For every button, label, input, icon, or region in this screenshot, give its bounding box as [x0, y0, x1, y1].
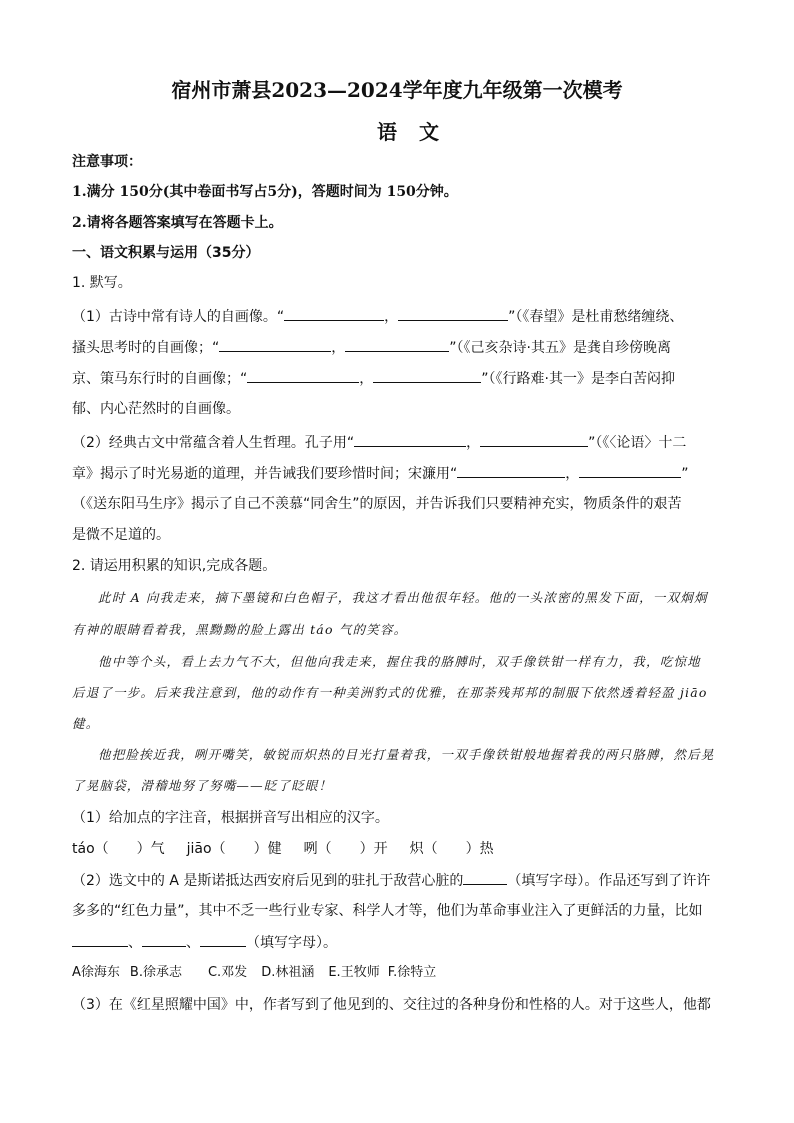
text-segment: ， — [466, 435, 481, 451]
pinyin-item: jiāo（ ）健 — [186, 841, 282, 857]
text-segment: ”（《春望》是杜甫愁绪缠绕、 — [508, 309, 684, 325]
option-item: A徐海东 — [72, 965, 120, 980]
question-2-part-1-stem: （1）给加点的字注音，根据拼音写出相应的汉字。 — [72, 810, 389, 826]
answer-blank[interactable] — [345, 337, 449, 352]
pinyin-item: táo（ ）气 — [72, 841, 165, 857]
answer-blank[interactable] — [284, 306, 384, 321]
text-segment: ， — [359, 371, 374, 387]
option-item: F.徐特立 — [387, 965, 437, 980]
text-segment: ”（《行路难·其一》是李白苦闷抑 — [481, 371, 675, 387]
question-2-stem: 2. 请运用积累的知识,完成各题。 — [72, 558, 277, 574]
option-item: E.王牧师 — [328, 965, 380, 980]
text-segment: （1）古诗中常有诗人的自画像。“ — [72, 309, 285, 325]
text-segment: 、 — [128, 935, 142, 951]
text-segment: ” — [681, 466, 689, 482]
question-1-part-1-line — [72, 368, 722, 389]
question-2-part-2-line — [72, 932, 722, 953]
text-segment: （填写字母）。 — [246, 935, 337, 951]
passage-line: 此时 A 向我走来，摘下墨镜和白色帽子，我这才看出他很年轻。他的一头浓密的黑发下面，一双炯炯 — [98, 590, 708, 605]
text-segment: ”（《己亥杂诗·其五》是龚自珍傍晚离 — [449, 340, 671, 356]
question-1-part-2-line — [72, 432, 722, 453]
pinyin-item: 咧（ ）开 — [303, 841, 388, 857]
passage-line: 健。 — [72, 716, 100, 731]
passage-line: 了晃脑袋，滑稽地努了努嘴——眨了眨眼！ — [72, 778, 333, 793]
question-1-part-1-line — [72, 306, 722, 327]
question-2-part-2-line — [72, 870, 722, 891]
text-segment: ， — [384, 309, 399, 325]
section-heading: 一、语文积累与运用（35分） — [72, 245, 260, 261]
notice-item-2: 2.请将各题答案填写在答题卡上。 — [72, 215, 283, 231]
exam-title: 宿州市萧县2023—2024学年度九年级第一次模考 — [171, 78, 623, 102]
notice-heading: 注意事项： — [72, 154, 142, 170]
answer-blank[interactable] — [200, 932, 246, 947]
answer-blank[interactable] — [247, 368, 359, 383]
text-segment: （2）经典古文中常蕴含着人生哲理。孔子用“ — [72, 435, 355, 451]
question-1-part-1-line: 郁、内心茫然时的自画像。 — [72, 401, 240, 417]
text-segment: （填写字母）。作品还写到了许许 — [507, 873, 711, 889]
passage-line: 后退了一步。后来我注意到，他的动作有一种美洲豹式的优雅，在那荼残邦邦的制服下依然透着轻盈 jiāo — [72, 685, 708, 700]
answer-blank[interactable] — [219, 337, 331, 352]
notice-item-1: 1.满分 150分(其中卷面书写占5分)，答题时间为 150分钟。 — [72, 184, 458, 200]
text-segment: ， — [565, 466, 580, 482]
options-row — [72, 963, 722, 983]
answer-blank[interactable] — [463, 870, 507, 885]
text-segment: 搔头思考时的自画像；“ — [72, 340, 220, 356]
text-segment: 、 — [186, 935, 200, 951]
question-1-part-1-line — [72, 337, 722, 358]
question-2-part-3-line: （3）在《红星照耀中国》中，作者写到了他见到的、交往过的各种身份和性格的人。对于这些人，他都 — [72, 997, 711, 1013]
passage-line: 他把脸挨近我，咧开嘴笑，敏锐而炽热的目光打量着我，一双手像铁钳般地握着我的两只胳膊，然后晃 — [98, 747, 715, 762]
question-1-part-2-line: （《送东阳马生序》揭示了自己不羡慕“同舍生”的原因，并告诉我们只要精神充实，物质条件的艰苦 — [72, 496, 682, 512]
text-segment: 京、策马东行时的自画像；“ — [72, 371, 248, 387]
answer-blank[interactable] — [579, 463, 681, 478]
passage-line: 有神的眼睛看着我，黑黝黝的脸上露出 táo 气的笑容。 — [72, 622, 408, 637]
pinyin-blanks-row — [72, 839, 722, 859]
question-1-part-2-line: 是微不足道的。 — [72, 527, 170, 543]
pinyin-item: 炽（ ）热 — [409, 841, 494, 857]
answer-blank[interactable] — [142, 932, 186, 947]
answer-blank[interactable] — [72, 932, 128, 947]
text-segment: ， — [331, 340, 346, 356]
answer-blank[interactable] — [398, 306, 508, 321]
answer-blank[interactable] — [457, 463, 565, 478]
option-item: C.邓发 — [207, 965, 248, 980]
passage-line: 他中等个头，看上去力气不大，但他向我走来，握住我的胳膊时，双手像铁钳一样有力，我，吃惊地 — [98, 654, 701, 669]
option-item: B.徐承志 — [129, 965, 182, 980]
subject-title: 语文 — [377, 120, 461, 144]
question-1-stem: 1. 默写。 — [72, 275, 132, 291]
text-segment: （2）选文中的 A 是斯诺抵达西安府后见到的驻扎于敌营心脏的 — [72, 873, 464, 889]
answer-blank[interactable] — [354, 432, 466, 447]
question-2-part-2-line: 多多的“红色力量”，其中不乏一些行业专家、科学人才等，他们为革命事业注入了更鲜活的力量，比如 — [72, 903, 703, 919]
answer-blank[interactable] — [480, 432, 588, 447]
answer-blank[interactable] — [373, 368, 481, 383]
text-segment: 章》揭示了时光易逝的道理，并告诫我们要珍惜时间；宋濂用“ — [72, 466, 458, 482]
text-segment: ”（《〈论语〉十二 — [588, 435, 687, 451]
question-1-part-2-line — [72, 463, 722, 484]
option-item: D.林祖涵 — [261, 965, 315, 980]
